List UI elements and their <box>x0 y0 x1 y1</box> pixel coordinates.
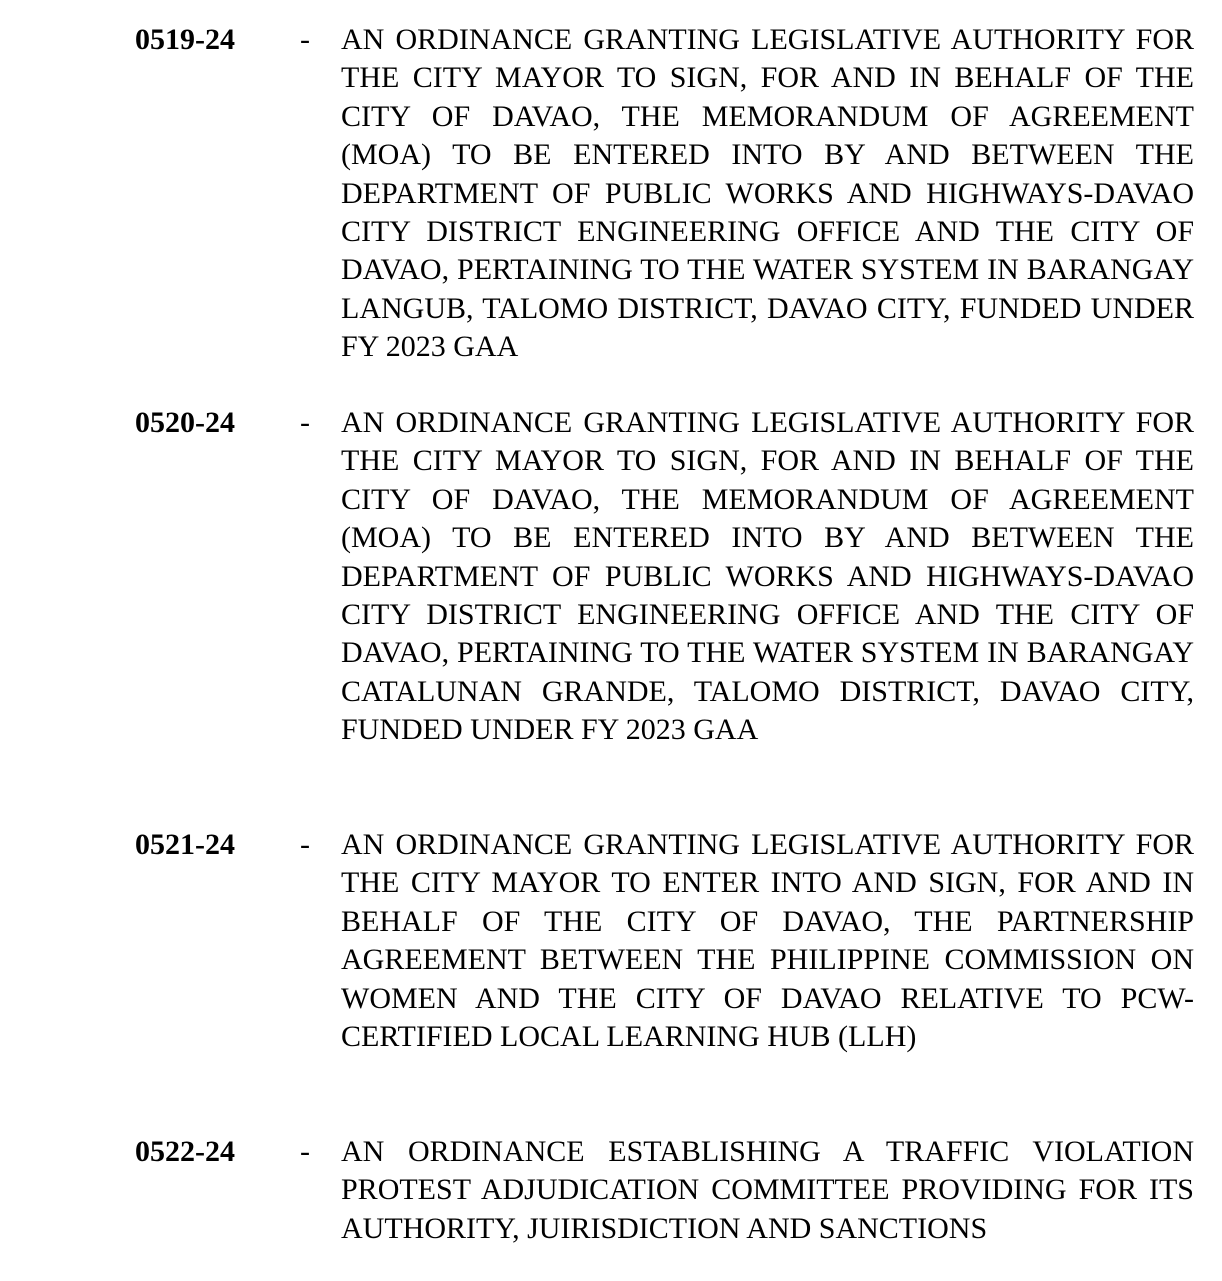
separator-dash: - <box>300 406 310 439</box>
ordinance-number: 0519-24 <box>135 23 235 56</box>
ordinance-title: AN ORDINANCE ESTABLISHING A TRAFFIC VIOLATION PROTEST ADJUDICATION COMMITTEE PROVIDING FOR ITS AUTHORITY, JUIRISDICTION AND SANCTIONS <box>341 1135 1194 1245</box>
separator-dash: - <box>300 828 310 861</box>
ordinance-number: 0520-24 <box>135 406 235 439</box>
ordinance-number: 0521-24 <box>135 828 235 861</box>
ordinance-number: 0522-24 <box>135 1135 235 1168</box>
separator-dash: - <box>300 1135 310 1168</box>
ordinance-title: AN ORDINANCE GRANTING LEGISLATIVE AUTHORITY FOR THE CITY MAYOR TO SIGN, FOR AND IN BEHALF OF THE CITY OF DAVAO, THE MEMORANDUM OF AGREEMENT (MOA) TO BE ENTERED INTO BY AND BETWEEN THE DEPARTMENT OF PUBLIC WORKS AND HIGHWAYS-DAVAO CITY DISTRICT ENGINEERING OFFICE AND THE CITY OF DAVAO, PERTAINING TO THE WATER SYSTEM IN BARANGAY CATALUNAN GRANDE, TALOMO DISTRICT, DAVAO CITY, FUNDED UNDER FY 2023 GAA <box>341 406 1194 747</box>
ordinance-title: AN ORDINANCE GRANTING LEGISLATIVE AUTHORITY FOR THE CITY MAYOR TO ENTER INTO AND SIGN, FOR AND IN BEHALF OF THE CITY OF DAVAO, THE PARTNERSHIP AGREEMENT BETWEEN THE PHILIPPINE COMMISSION ON WOMEN AND THE CITY OF DAVAO RELATIVE TO PCW-CERTIFIED LOCAL LEARNING HUB (LLH) <box>341 828 1194 1054</box>
separator-dash: - <box>300 23 310 56</box>
ordinance-title: AN ORDINANCE GRANTING LEGISLATIVE AUTHORITY FOR THE CITY MAYOR TO SIGN, FOR AND IN BEHALF OF THE CITY OF DAVAO, THE MEMORANDUM OF AGREEMENT (MOA) TO BE ENTERED INTO BY AND BETWEEN THE DEPARTMENT OF PUBLIC WORKS AND HIGHWAYS-DAVAO CITY DISTRICT ENGINEERING OFFICE AND THE CITY OF DAVAO, PERTAINING TO THE WATER SYSTEM IN BARANGAY LANGUB, TALOMO DISTRICT, DAVAO CITY, FUNDED UNDER FY 2023 GAA <box>341 23 1194 364</box>
